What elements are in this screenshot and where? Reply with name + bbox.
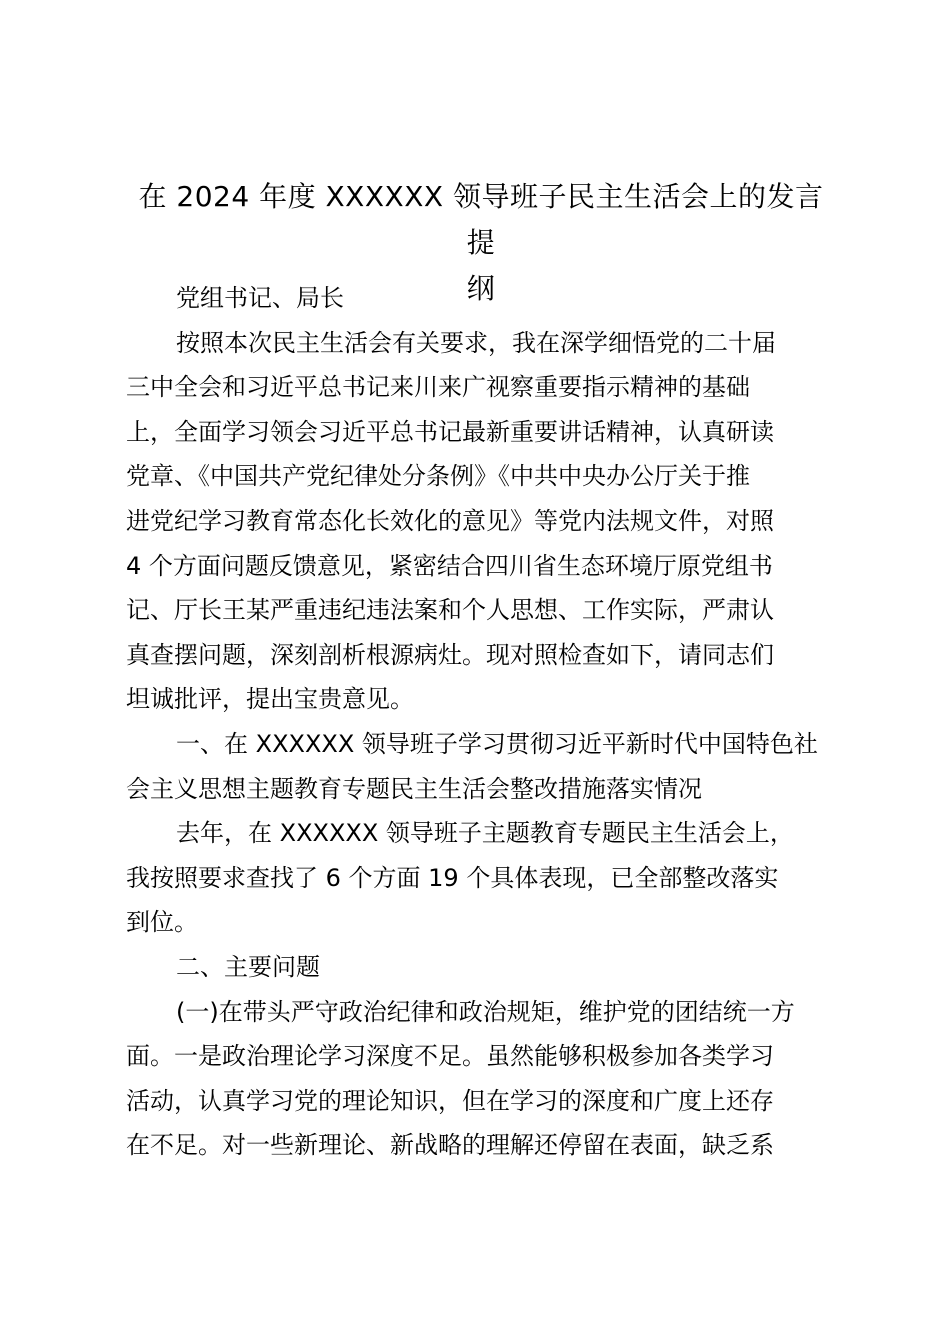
document-body — [126, 276, 826, 1168]
paragraph-line: 三中全会和习近平总书记来川来广视察重要指示精神的基础 — [126, 373, 750, 402]
document-title: 在 2024 年度 XXXXXX 领导班子民主生活会上的发言提 纲 — [138, 180, 824, 305]
paragraph-line: 上，全面学习领会习近平总书记最新重要讲话精神，认真研读 — [126, 417, 774, 446]
paragraph-line: 按照本次民主生活会有关要求，我在深学细悟党的二十届 — [176, 328, 776, 357]
paragraph-line: 党章、《中国共产党纪律处分条例》《中共中央办公厅关于推 — [126, 462, 750, 491]
paragraph-line: 坦诚批评，提出宝贵意见。 — [126, 685, 414, 714]
paragraph-line: 一、在 XXXXXX 领导班子学习贯彻习近平新时代中国特色社 — [176, 729, 818, 758]
paragraph-line: 在不足。对一些新理论、新战略的理解还停留在表面，缺乏系 — [126, 1131, 774, 1160]
paragraph-line: 4 个方面问题反馈意见，紧密结合四川省生态环境厅原党组书 — [126, 551, 773, 580]
paragraph-line: 活动，认真学习党的理论知识，但在学习的深度和广度上还存 — [126, 1086, 774, 1115]
paragraph-line: 进党纪学习教育常态化长效化的意见》等党内法规文件，对照 — [126, 506, 774, 535]
paragraph-line: 真查摆问题，深刻剖析根源病灶。现对照检查如下，请同志们 — [126, 640, 774, 669]
paragraph-line: 记、厅长王某严重违纪违法案和个人思想、工作实际，严肃认 — [126, 596, 774, 625]
paragraph-line: 二、主要问题 — [176, 952, 320, 981]
paragraph-line: 面。一是政治理论学习深度不足。虽然能够积极参加各类学习 — [126, 1042, 774, 1071]
paragraph-line: (一)在带头严守政治纪律和政治规矩，维护党的团结统一方 — [176, 997, 795, 1026]
paragraph-line: 我按照要求查找了 6 个方面 19 个具体表现，已全部整改落实 — [126, 863, 779, 892]
paragraph-line: 党组书记、局长 — [176, 284, 344, 312]
paragraph-line: 去年，在 XXXXXX 领导班子主题教育专题民主生活会上， — [176, 819, 794, 848]
paragraph-line: 到位。 — [126, 908, 198, 937]
paragraph-line: 会主义思想主题教育专题民主生活会整改措施落实情况 — [126, 774, 702, 803]
